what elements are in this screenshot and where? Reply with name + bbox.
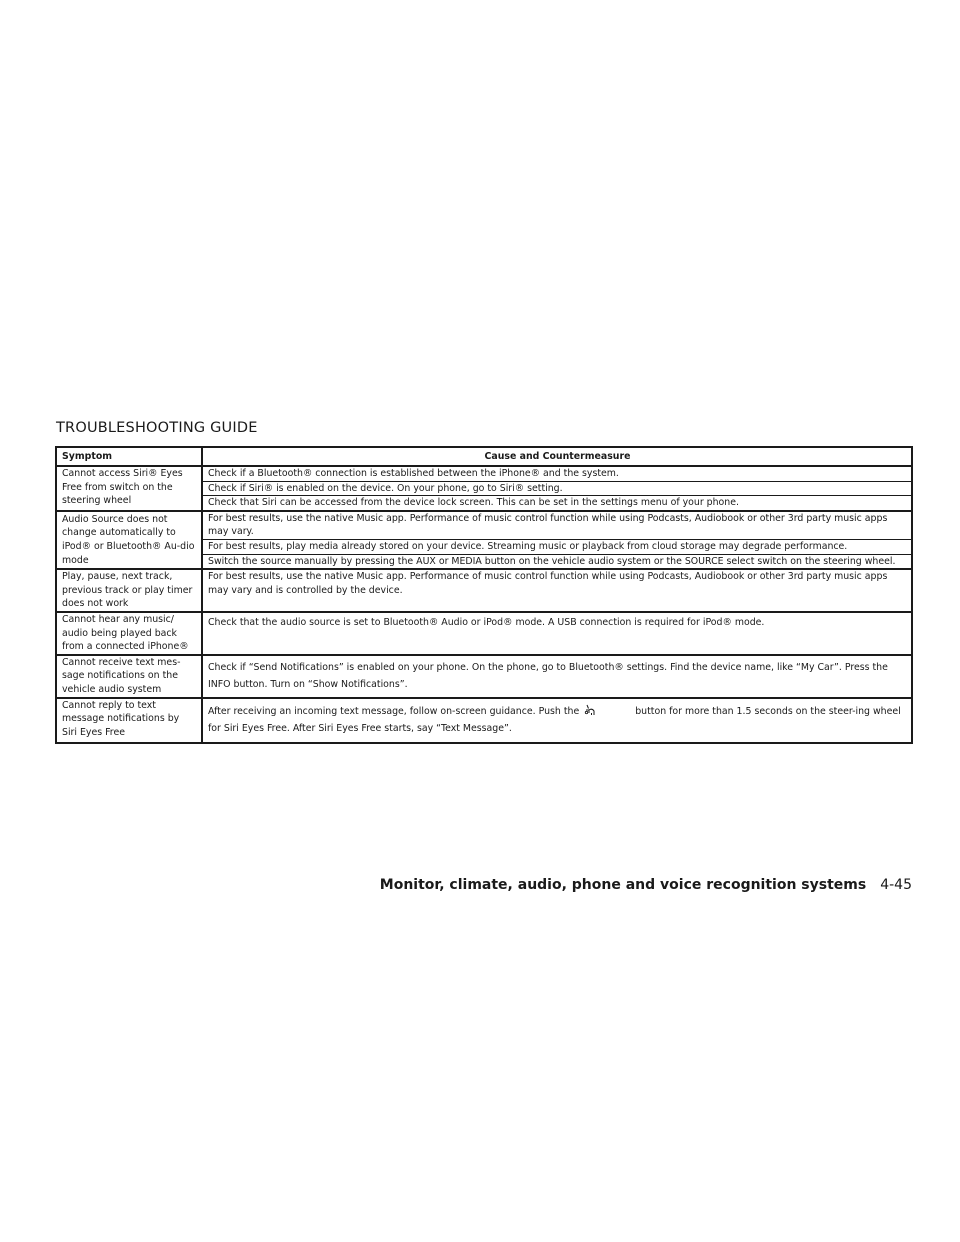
table-row	[56, 698, 912, 744]
table-row	[56, 612, 912, 655]
table-row	[56, 569, 912, 612]
page-footer	[380, 877, 912, 893]
page-number: 4-45	[880, 877, 912, 893]
cause-cell: For best results, play media already stored on your device. Streaming music or playback from cloud storage may degrade performance.	[202, 539, 912, 554]
header-cause: Cause and Countermeasure	[202, 447, 912, 466]
voice-recognition-icon	[583, 704, 597, 716]
cause-text-before-icon: After receiving an incoming text message, follow on-screen guidance. Push the	[208, 705, 580, 717]
cause-cell: Check that Siri can be accessed from the device lock screen. This can be set in the settings menu of your phone.	[202, 496, 912, 511]
cause-cell: Check if Siri® is enabled on the device. On your phone, go to Siri® setting.	[202, 481, 912, 496]
symptom-cell: Cannot reply to text message notifications by Siri Eyes Free	[56, 698, 202, 744]
cause-cell	[202, 698, 912, 744]
table-header-row	[56, 447, 912, 466]
cause-text-after-icon: button for more than 1.5 seconds on the steer-ing wheel for Siri Eyes Free. After Siri Eyes Free starts, say “Text Message”.	[208, 705, 901, 734]
symptom-cell: Cannot access Siri® Eyes Free from switch on the steering wheel	[56, 466, 202, 511]
table-row	[56, 511, 912, 540]
cause-cell: Check if a Bluetooth® connection is established between the iPhone® and the system.	[202, 466, 912, 481]
symptom-cell: Audio Source does not change automatically to iPod® or Bluetooth® Au-dio mode	[56, 511, 202, 569]
header-symptom: Symptom	[56, 447, 202, 466]
symptom-cell: Cannot receive text mes-sage notifications on the vehicle audio system	[56, 655, 202, 698]
symptom-cell: Play, pause, next track, previous track or play timer does not work	[56, 569, 202, 612]
symptom-cell: Cannot hear any music/ audio being played back from a connected iPhone®	[56, 612, 202, 655]
chapter-title: Monitor, climate, audio, phone and voice recognition systems	[379, 877, 867, 893]
cause-cell: For best results, use the native Music app. Performance of music control function while using Podcasts, Audiobook or other 3rd party music apps may vary.	[202, 511, 912, 540]
section-title: TROUBLESHOOTING GUIDE	[56, 420, 258, 436]
cause-cell: Switch the source manually by pressing the AUX or MEDIA button on the vehicle audio system or the SOURCE select switch on the steering wheel.	[202, 554, 912, 569]
table-row	[56, 655, 912, 698]
troubleshooting-table	[55, 446, 913, 744]
cause-cell: Check if “Send Notifications” is enabled on your phone. On the phone, go to Bluetooth® settings. Find the device name, like “My Car”. Press the INFO button. Turn on “Show Notifications”.	[202, 655, 912, 698]
cause-cell: For best results, use the native Music app. Performance of music control function while using Podcasts, Audiobook or other 3rd party music apps may vary and is controlled by the device.	[202, 569, 912, 612]
cause-cell: Check that the audio source is set to Bluetooth® Audio or iPod® mode. A USB connection is required for iPod® mode.	[202, 612, 912, 655]
table-row	[56, 466, 912, 481]
